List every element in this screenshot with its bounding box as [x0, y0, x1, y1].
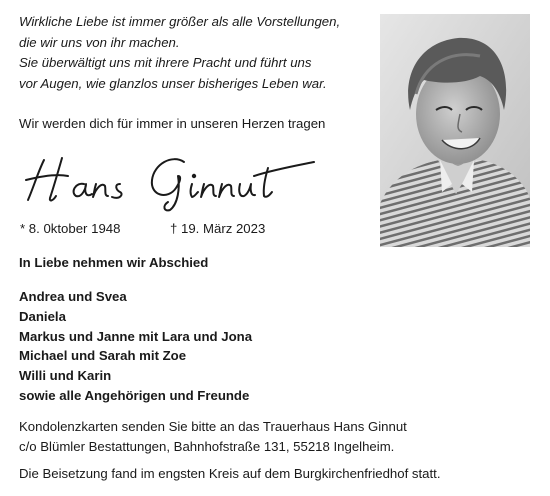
poem-line: die wir uns von ihr machen. [19, 34, 180, 50]
mourner: Michael und Sarah mit Zoe [19, 348, 187, 364]
mourner: sowie alle Angehörigen und Freunde [19, 387, 250, 403]
mourner: Daniela [19, 308, 66, 324]
poem-line: vor Augen, wie glanzlos unser bisheriges Leben war. [19, 75, 327, 91]
condolence-line: Kondolenzkarten senden Sie bitte an das Trauerhaus Hans Ginnut [19, 419, 407, 434]
condolence-info [19, 417, 407, 457]
farewell-heading: In Liebe nehmen wir Abschied [19, 255, 209, 270]
mourner: Markus und Janne mit Lara und Jona [19, 328, 253, 344]
poem-line: Sie überwältigt uns mit ihrere Pracht und führt uns [19, 55, 312, 70]
birth-date: * 8. 0ktober 1948 [20, 221, 121, 236]
mourners-list [19, 287, 252, 406]
burial-note: Die Beisetzung fand im engsten Kreis auf dem Burgkirchenfriedhof statt. [19, 466, 441, 481]
death-date: † 19. März 2023 [170, 221, 266, 236]
intro-line: Wir werden dich für immer in unseren Herzen tragen [19, 116, 326, 131]
poem [19, 12, 340, 94]
condolence-line: c/o Blümler Bestattungen, Bahnhofstraße 131, 55218 Ingelheim. [19, 439, 395, 454]
name-signature [22, 146, 322, 214]
mourner: Andrea und Svea [19, 289, 127, 304]
portrait-photo [380, 14, 530, 247]
poem-line: Wirkliche Liebe ist immer größer als alle Vorstellungen, [19, 14, 341, 29]
mourner: Willi und Karin [19, 368, 112, 384]
